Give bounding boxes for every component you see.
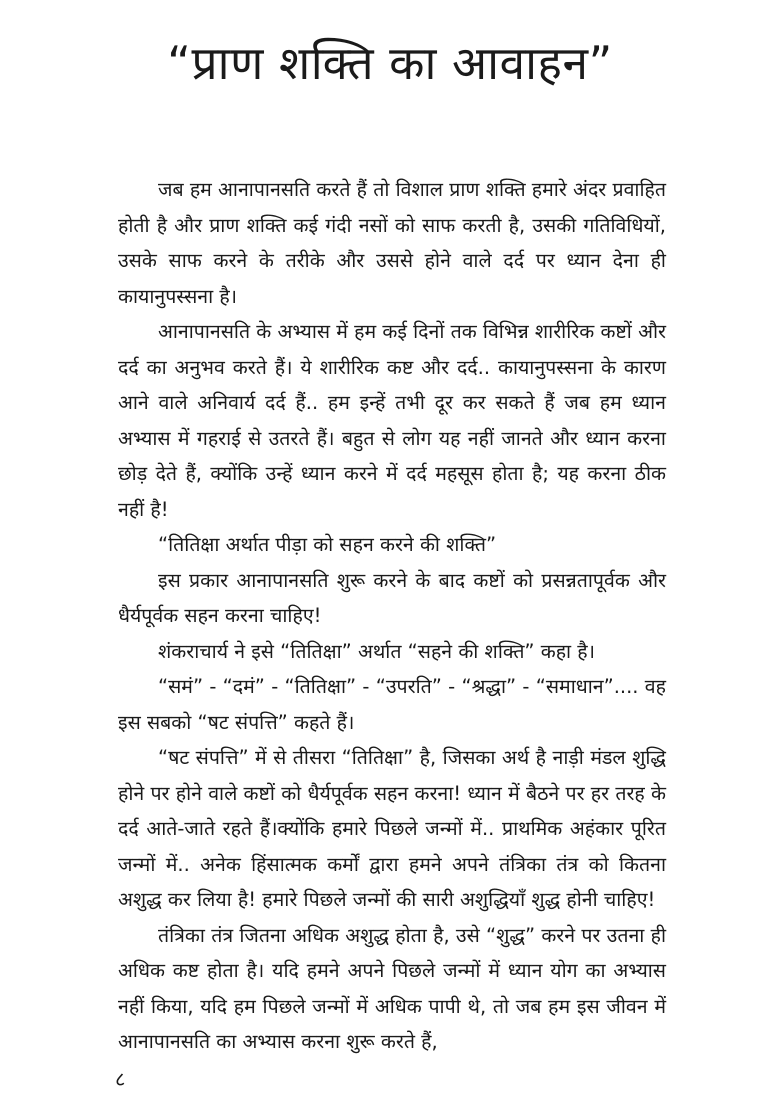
paragraph-1: जब हम आनापानसति करते हैं तो विशाल प्राण शक्ति हमारे अंदर प्रवाहित होती है और प्राण शक्ति कई गंदी नसों को साफ करती है, उसकी गतिविधियों, उसके साफ करने के तरीके और उससे होने वाले दर्द पर ध्यान देना ही कायानुपस्सना है। bbox=[118, 178, 666, 308]
paragraph-4: शंकराचार्य ने इसे “तितिक्षा” अर्थात “सहने की शक्ति” कहा है। bbox=[158, 639, 596, 663]
quote-line: “तितिक्षा अर्थात पीड़ा को सहन करने की शक्ति” bbox=[158, 533, 497, 556]
page-number: ८ bbox=[115, 1067, 126, 1091]
paragraph-3: इस प्रकार आनापानसति शुरू करने के बाद कष्टों को प्रसन्नतापूर्वक और धैर्यपूर्वक सहन करना चाहिए! bbox=[118, 568, 666, 627]
paragraph-7: तंत्रिका तंत्र जितना अधिक अशुद्ध होता है, उसे “शुद्ध” करने पर उतना ही अधिक कष्ट होता है। यदि हमने अपने पिछले जन्मों में ध्यान योग का अभ्यास नहीं किया, यदि हम पिछले जन्मों में अधिक पापी थे, तो जब हम इस जीवन में आनापानसति का अभ्यास करना शुरू करते हैं, bbox=[118, 923, 666, 1053]
body-text bbox=[118, 172, 666, 1060]
paragraph-2: आनापानसति के अभ्यास में हम कई दिनों तक विभिन्न शारीरिक कष्टों और दर्द का अनुभव करते हैं। ये शारीरिक कष्ट और दर्द.. कायानुपस्सना के कारण आने वाले अनिवार्य दर्द हैं.. हम इन्हें तभी दूर कर सकते हैं जब हम ध्यान अभ्यास में गहराई से उतरते हैं। बहुत से लोग यह नहीं जानते और ध्यान करना छोड़ देते हैं, क्योंकि उन्हें ध्यान करने में दर्द महसूस होता है; यह करना ठीक नहीं है! bbox=[118, 320, 666, 521]
paragraph-5: “समं” - “दमं” - “तितिक्षा” - “उपरति” - “श्रद्धा” - “समाधान”.... वह इस सबको “षट संपत्ति” कहते हैं। bbox=[118, 675, 666, 734]
page-title: “प्राण शक्ति का आवाहन” bbox=[167, 36, 613, 90]
paragraph-6: “षट संपत्ति” में से तीसरा “तितिक्षा” है, जिसका अर्थ है नाड़ी मंडल शुद्धि होने पर होने वाले कष्टों को धैर्यपूर्वक सहन करना! ध्यान में बैठने पर हर तरह के दर्द आते-जाते रहते हैं।क्योंकि हमारे पिछले जन्मों में.. प्राथमिक अहंकार पूरित जन्मों में.. अनेक हिंसात्मक कर्मों द्वारा हमने अपने तंत्रिका तंत्र को कितना अशुद्ध कर लिया है! हमारे पिछले जन्मों की सारी अशुद्धियाँ शुद्ध होनी चाहिए! bbox=[118, 746, 666, 911]
